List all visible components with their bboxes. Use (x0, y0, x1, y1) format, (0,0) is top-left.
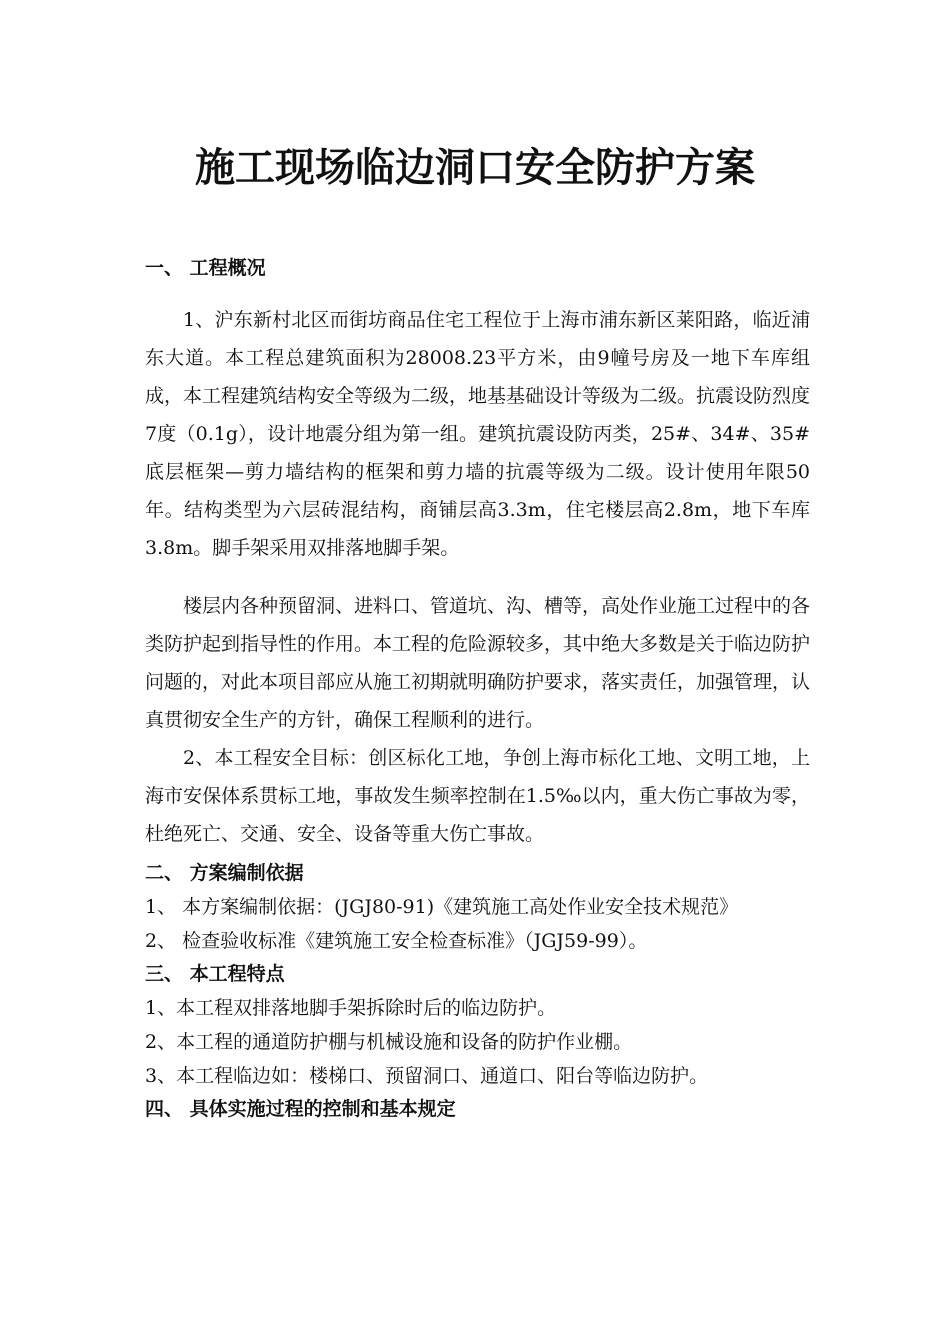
section-heading-implementation: 四、 具体实施过程的控制和基本规定 (145, 1098, 456, 1120)
paragraph-hazard-description: 楼层内各种预留洞、进料口、管道坑、沟、槽等，高处作业施工过程中的各类防护起到指导性的作用。本工程的危险源较多，其中绝大多数是关于临边防护问题的，对此本项目部应从施工初期就明确防护要求，落实责任，加强管理，认真贯彻安全生产的方针，确保工程顺利的进行。 (145, 595, 811, 731)
paragraph-safety-goal: 2、本工程安全目标：创区标化工地，争创上海市标化工地、文明工地，上海市安保体系贯标工地，事故发生频率控制在1.5‰以内，重大伤亡事故为零，杜绝死亡、交通、安全、设备等重大伤亡事故。 (145, 747, 810, 845)
list-item-feature-3: 3、本工程临边如：楼梯口、预留洞口、通道口、阳台等临边防护。 (145, 1065, 709, 1087)
list-item-feature-1: 1、本工程双排落地脚手架拆除时后的临边防护。 (145, 997, 557, 1019)
list-item-basis-2: 2、 检查验收标准《建筑施工安全检查标准》（JGJ59-99）。 (145, 930, 648, 952)
document-title: 施工现场临边洞口安全防护方案 (195, 145, 755, 191)
section-heading-basis: 二、 方案编制依据 (145, 862, 304, 884)
list-item-basis-1: 1、 本方案编制依据：(JGJ80-91)《建筑施工高处作业安全技术规范》 (145, 896, 739, 918)
document-body (145, 252, 810, 1126)
section-heading-features: 三、 本工程特点 (145, 963, 285, 985)
paragraph-project-description: 1、沪东新村北区而街坊商品住宅工程位于上海市浦东新区莱阳路，临近浦东大道。本工程总建筑面积为28008.23平方米，由9幢号房及一地下车库组成，本工程建筑结构安全等级为二级，地基基础设计等级为二级。抗震设防烈度7度（0.1g），设计地震分组为第一组。建筑抗震设防丙类，25#、34#、35#底层框架—剪力墙结构的框架和剪力墙的抗震等级为二级。设计使用年限50年。结构类型为六层砖混结构，商铺层高3.3m，住宅楼层高2.8m，地下车库3.8m。脚手架采用双排落地脚手架。 (145, 309, 811, 559)
section-heading-overview: 一、 工程概况 (145, 257, 266, 279)
list-item-feature-2: 2、本工程的通道防护棚与机械设施和设备的防护作业棚。 (145, 1031, 633, 1053)
